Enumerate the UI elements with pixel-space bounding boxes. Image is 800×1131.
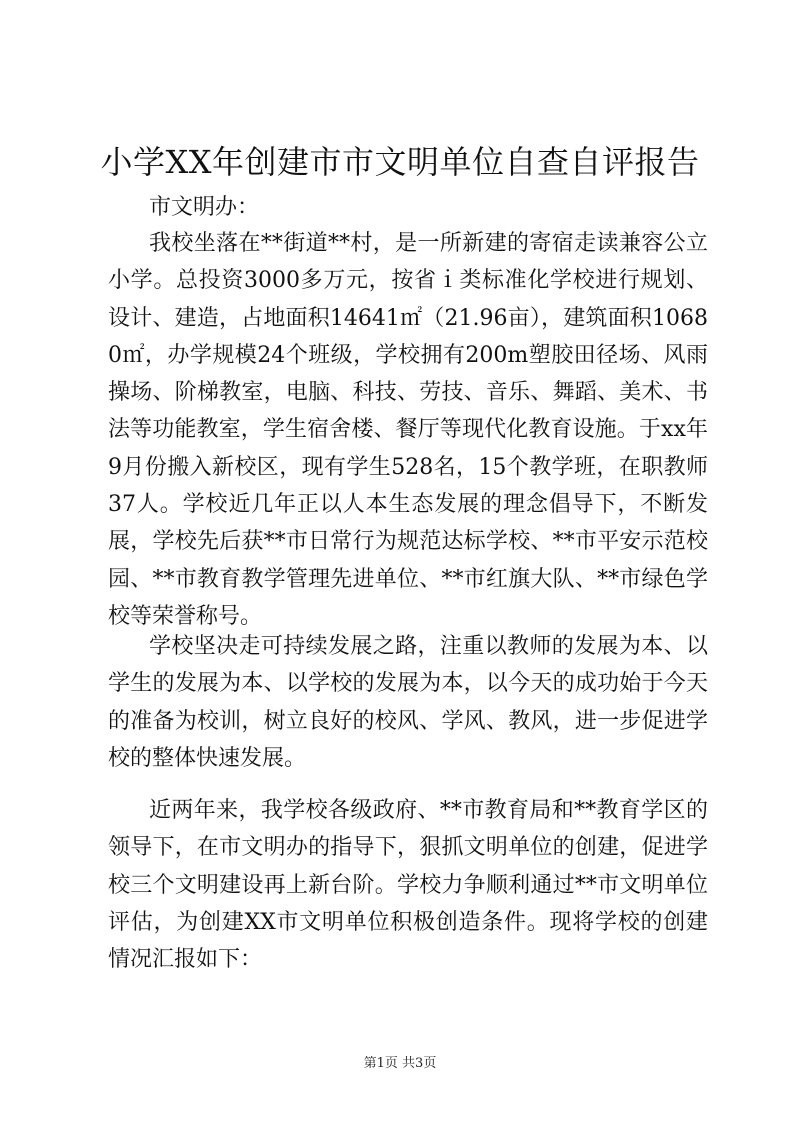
paragraph-recent-work: 近两年来，我学校各级政府、**市教育局和**教育学区的领导下，在市文明办的指导下，狠抓文明单位的创建，促进学校三个文明建设再上新台阶。学校力争顺利通过**市文明单位评估，为创建XX市文明单位积极创造条件。现将学校的创建情况汇报如下： (108, 798, 708, 973)
document-title: 小学XX年创建市市文明单位自查自评报告 (100, 143, 700, 181)
paragraph-development-path: 学校坚决走可持续发展之路，注重以教师的发展为本、以学生的发展为本、以学校的发展为本，以今天的成功始于今天的准备为校训，树立良好的校风、学风、教风，进一步促进学校的整体快速发展。 (108, 634, 708, 771)
salutation: 市文明办： (149, 195, 260, 220)
paragraph-school-overview: 我校坐落在**街道**村，是一所新建的寄宿走读兼容公立小学。总投资3000多万元，按省ｉ类标准化学校进行规划、设计、建造，占地面积14641㎡（21.96亩），建筑面积10680㎡，办学规模24个班级，学校拥有200m塑胶田径场、风雨操场、阶梯教室，电脑、科技、劳技、音乐、舞蹈、美术、书法等功能教室，学生宿舍楼、餐厅等现代化教育设施。于xx年9月份搬入新校区，现有学生528名，15个教学班，在职教师37人。学校近几年正以人本生态发展的理念倡导下，不断发展，学校先后获**市日常行为规范达标学校、**市平安示范校园、**市教育教学管理先进单位、**市红旗大队、**市绿色学校等荣誉称号。 (108, 231, 708, 629)
page-number-footer: 第1页 共3页 (363, 1056, 437, 1071)
